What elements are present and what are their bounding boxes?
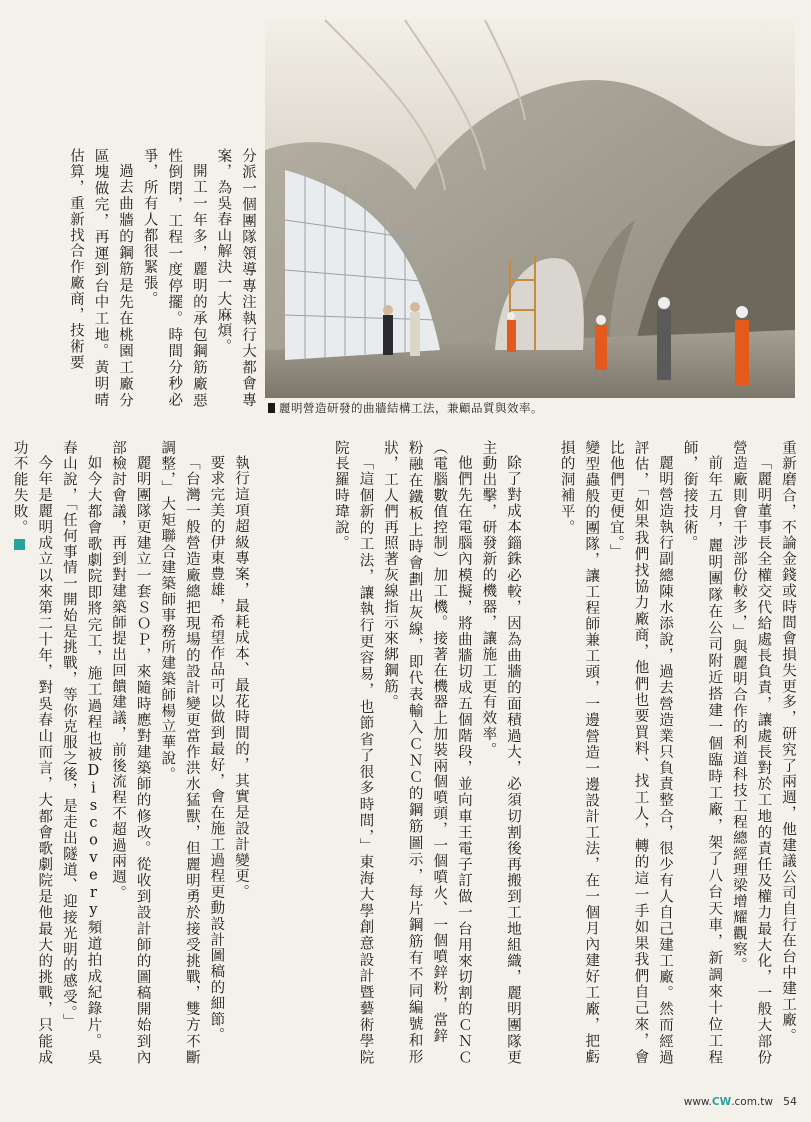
text-column-left — [11, 440, 253, 1065]
paragraph: 開工一年多，麗明的承包鋼筋廠惡性倒閉，工程一度停擺。時間分秒必爭，所有人都很緊張。 — [141, 148, 207, 408]
site-url-suffix: .com.tw — [731, 1096, 773, 1108]
paragraph-text: 今年是麗明成立以來第二十年，對吳春山而言，大都會歌劇院是他最大的挑戰，只能成功不能失敗。 — [11, 440, 53, 1065]
paragraph: 「麗明董事長全權交代給處長負責，讓處長對於工地的責任及權力最大化，一般大部份營造廠則會干涉部份較多，」與麗明合作的利道科技工程總經理梁增耀觀察。 — [730, 440, 772, 1065]
caption-text: 麗明營造研發的曲牆結構工法，兼顧品質與效率。 — [279, 401, 543, 415]
paragraph: 重新磨合，不論金錢或時間會損失更多，研究了兩週，他建議公司自行在台中建工廠。 — [780, 440, 796, 1045]
photo-caption — [268, 400, 788, 418]
paragraph: 變型蟲般的團隊，讓工程師兼工頭，一邊營造一邊設計工法，在一個月內建好工廠，把虧損的洞補平。 — [558, 440, 600, 1065]
paragraph: 粉融在鐵板上時會劃出灰線，即代表輸入ＣＮＣ的鋼筋圖示，每片鋼筋有不同編號和形狀，工人們再照著灰線指示來綁鋼筋。 — [382, 440, 423, 1065]
paragraph: 執行這項超級專案，最耗成本、最花時間的，其實是設計變更。 — [233, 454, 249, 900]
page-number: 54 — [783, 1095, 797, 1108]
site-url-brand: CW — [711, 1096, 732, 1108]
construction-photo — [265, 20, 795, 398]
caption-marker — [268, 403, 275, 413]
paragraph: 前年五月，麗明團隊在公司附近搭建一個臨時工廠，架了八台天車，新調來十位工程師，銜接技術。 — [681, 440, 723, 1065]
end-of-article-mark — [14, 539, 25, 550]
paragraph: 麗明團隊更建立一套ＳＯＰ，來隨時應對建築師的修改。從收到設計師的圖稿開始到內部檢討會議，再到對建築師提出回饋建議，前後流程不超過兩週。 — [110, 440, 151, 1065]
text-column-right — [535, 440, 800, 1065]
text-column-middle — [270, 440, 525, 1065]
paragraph: 麗明營造執行副總陳水添說，過去營造業只負責整合，很少有人自己建工廠。然而經過評估，「如果我們找協力廠商，他們也要買料、找工人，轉的這一手如果我們自己來，會比他們更便宜。」 — [607, 440, 674, 1065]
page-footer — [684, 1095, 797, 1108]
paragraph: 除了對成本錙銖必較，因為曲牆的面積過大，必須切割後再搬到工地組織，麗明團隊更主動出擊，研發新的機器，讓施工更有效率。 — [480, 440, 521, 1065]
paragraph: 「台灣一般營造廠總把現場的設計變更當作洪水猛獸，但麗明勇於接受挑戰，雙方不斷調整，」大矩聯合建築師事務所建築師楊立華說。 — [159, 440, 200, 1065]
paragraph: 他們先在電腦內模擬，將曲牆切成五個階段，並向車王電子訂做一台用來切割的ＣＮＣ（電腦數值控制）加工機。接著在機器上加裝兩個噴頭，一個噴火、一個噴鋅粉，當鋅 — [431, 440, 472, 1065]
paragraph: 過去曲牆的鋼筋是先在桃園工廠分區塊做完，再運到台中工地。黃明晴估算，重新找合作廠商，技術要 — [67, 148, 134, 408]
text-column-upper-left — [35, 148, 260, 408]
photo-illustration — [265, 20, 795, 398]
paragraph — [7, 440, 56, 1065]
paragraph: 如今大都會歌劇院即將完工，施工過程也被Discovery頻道拍成紀錄片。吳春山說，「任何事情一開始是挑戰，等你克服之後，是走出隧道、迎接光明的感受。」 — [60, 440, 102, 1065]
paragraph: 分派一個團隊領導專注執行大都會專案，為吳春山解決一大麻煩。 — [215, 148, 256, 408]
paragraph: 要求完美的伊東豊雄，希望作品可以做到最好，會在施工過程更動設計圖稿的細節。 — [208, 454, 225, 1043]
paragraph: 「這個新的工法，讓執行更容易，也節省了很多時間，」東海大學創意設計暨藝術學院院長羅時瑋說。 — [332, 440, 374, 1065]
site-url-prefix: www. — [683, 1096, 712, 1108]
